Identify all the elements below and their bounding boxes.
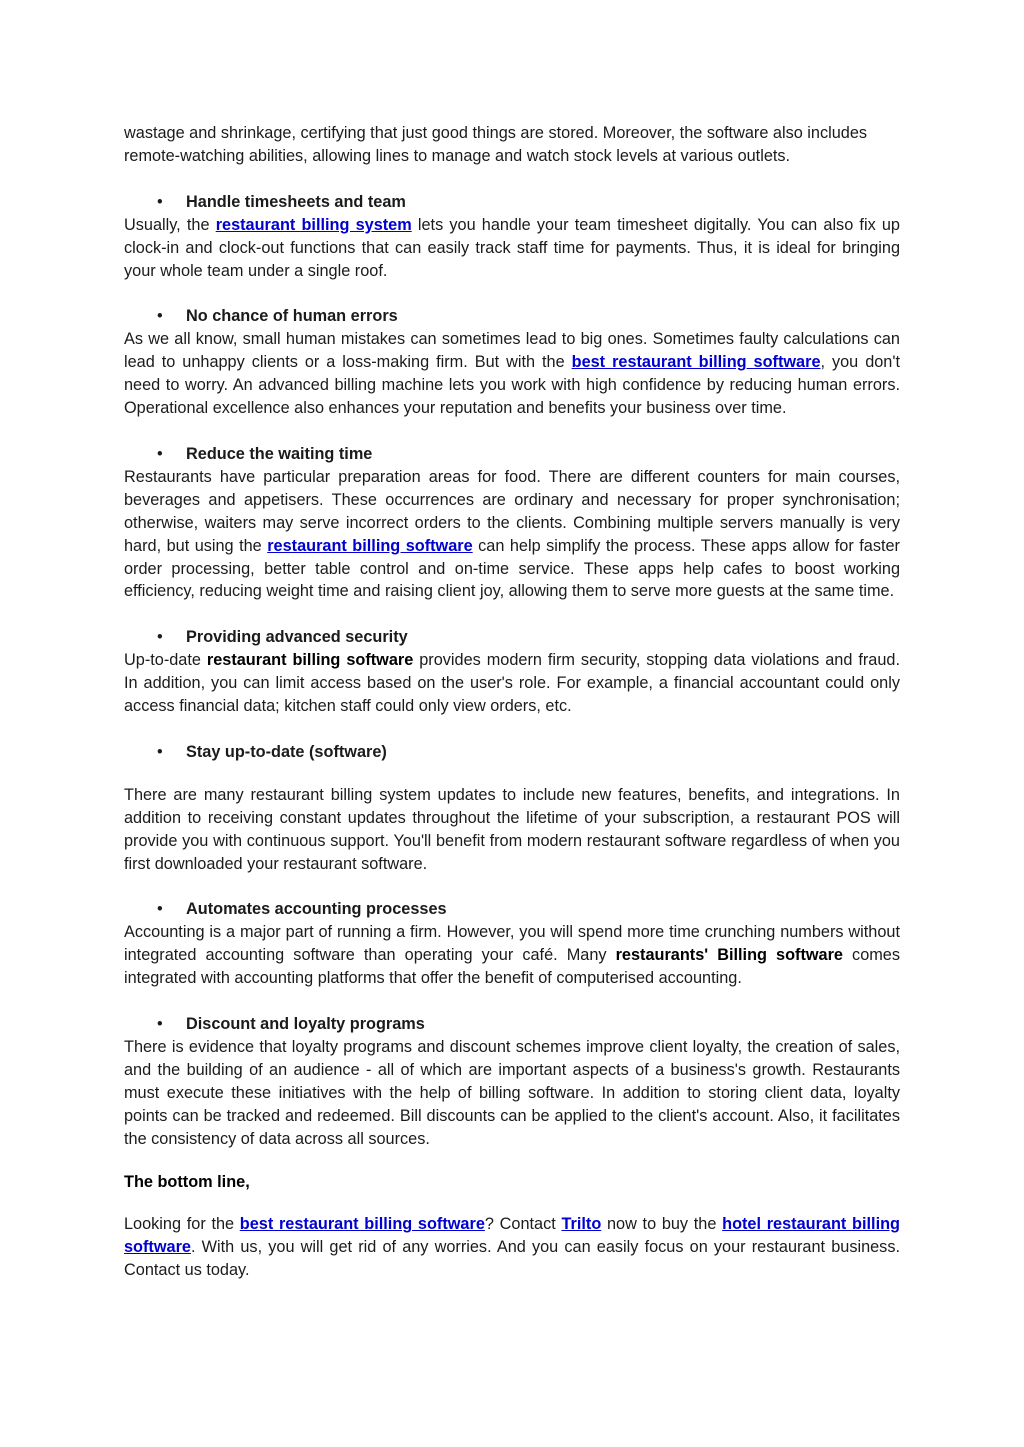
section-paragraph-accounting bbox=[124, 921, 900, 990]
section-heading-loyalty bbox=[124, 1013, 900, 1036]
section-heading-errors bbox=[124, 305, 900, 328]
section-paragraph-loyalty: There is evidence that loyalty programs and discount schemes improve client loyalty, the creation of sales, and the building of an audience - all of which are important aspects of a business's growth. Restaurants must execute these initiatives with the help of billing software. In addition to storing client data, loyalty points can be tracked and redeemed. Bill discounts can be applied to the client's account. Also, it facilitates the consistency of data across all sources. bbox=[124, 1038, 900, 1148]
section-heading-text: Automates accounting processes bbox=[186, 900, 447, 919]
text-run: , you don't need to worry. An advanced billing machine lets you work with high confidence by reducing human errors. Operational excellence also enhances your reputation and benefits your business over time. bbox=[124, 353, 900, 418]
best-restaurant-billing-software-link[interactable]: best restaurant billing software bbox=[239, 1215, 485, 1234]
text-run: can help simplify the process. These apps allow for faster order processing, better table control and on-time service. These apps help cafes to boost working efficiency, reducing weight time and raising client joy, allowing them to serve more guests at the same time. bbox=[124, 536, 900, 601]
section-heading-text: Providing advanced security bbox=[186, 628, 408, 647]
bottom-line-heading: The bottom line, bbox=[124, 1172, 250, 1191]
bold-term: restaurant billing software bbox=[206, 651, 414, 670]
text-run: ? Contact bbox=[484, 1215, 562, 1234]
section-heading-uptodate bbox=[124, 741, 900, 764]
bullet-icon: • bbox=[157, 444, 163, 463]
section-paragraph-errors bbox=[124, 328, 900, 420]
document-page bbox=[124, 122, 900, 1282]
section-paragraph-waiting bbox=[124, 466, 900, 603]
section-heading-accounting bbox=[124, 898, 900, 921]
text-run: now to buy the bbox=[601, 1215, 723, 1234]
section-heading-text: Handle timesheets and team bbox=[186, 192, 406, 211]
text-run: comes integrated with accounting platforms that offer the benefit of computerised accounting. bbox=[124, 946, 901, 988]
bullet-icon: • bbox=[157, 307, 163, 326]
section-paragraph-security bbox=[124, 649, 900, 718]
text-run: Up-to-date bbox=[124, 651, 207, 670]
text-run: lets you handle your team timesheet digitally. You can also fix up clock-in and clock-out functions that can easily track staff time for payments. Thus, it is ideal for bringing your whole team under a single roof. bbox=[124, 215, 900, 280]
text-run: As we all know, small human mistakes can sometimes lead to big ones. Sometimes faulty calculations can lead to unhappy clients or a loss-making firm. But with the bbox=[124, 330, 900, 372]
bullet-icon: • bbox=[157, 742, 163, 761]
restaurant-billing-system-link[interactable]: restaurant billing system bbox=[215, 215, 412, 234]
section-heading-text: Discount and loyalty programs bbox=[186, 1015, 425, 1034]
trilto-link[interactable]: Trilto bbox=[561, 1215, 602, 1234]
section-paragraph-uptodate: There are many restaurant billing system updates to include new features, benefits, and integrations. In addition to receiving constant updates throughout the lifetime of your subscription, a restaurant POS will provide you with continuous support. You'll benefit from modern restaurant software regardless of when you first downloaded your restaurant software. bbox=[124, 785, 900, 873]
bullet-icon: • bbox=[157, 628, 163, 647]
section-heading-text: Reduce the waiting time bbox=[186, 444, 373, 463]
text-run: Usually, the bbox=[124, 215, 216, 234]
bullet-icon: • bbox=[157, 192, 163, 211]
text-run: Looking for the bbox=[124, 1215, 240, 1234]
bottom-line-paragraph bbox=[124, 1213, 900, 1282]
text-run: Restaurants have particular preparation areas for food. There are different counters for main courses, beverages and appetisers. These occurrences are ordinary and necessary for proper synchronisation; otherwise, waiters may serve incorrect orders to the clients. Combining multiple servers manually is very hard, but using the bbox=[124, 467, 900, 555]
bullet-icon: • bbox=[157, 900, 163, 919]
restaurant-billing-software-link[interactable]: restaurant billing software bbox=[267, 536, 473, 555]
bullet-icon: • bbox=[157, 1015, 163, 1034]
text-run: . With us, you will get rid of any worries. And you can easily focus on your restaurant business. Contact us today. bbox=[124, 1238, 900, 1280]
hotel-restaurant-billing-software-link[interactable]: hotel restaurant billing software bbox=[124, 1215, 900, 1257]
bold-term: restaurants' Billing software bbox=[615, 946, 843, 965]
section-heading-security bbox=[124, 626, 900, 649]
section-heading-text: Stay up-to-date (software) bbox=[186, 742, 387, 761]
text-run: provides modern firm security, stopping data violations and fraud. In addition, you can limit access based on the user's role. For example, a financial accountant could only access financial data; kitchen staff could only view orders, etc. bbox=[124, 651, 900, 716]
text-run: Accounting is a major part of running a firm. However, you will spend more time crunching numbers without integrated accounting software than operating your café. Many bbox=[124, 923, 900, 965]
section-heading-text: No chance of human errors bbox=[186, 307, 398, 326]
section-heading-waiting bbox=[124, 443, 900, 466]
section-paragraph-timesheets bbox=[124, 214, 900, 283]
best-restaurant-billing-software-link[interactable]: best restaurant billing software bbox=[571, 353, 821, 372]
intro-paragraph: wastage and shrinkage, certifying that just good things are stored. Moreover, the software also includes remote-watching abilities, allowing lines to manage and watch stock levels at various outlets. bbox=[124, 124, 868, 165]
section-heading-timesheets bbox=[124, 191, 900, 214]
